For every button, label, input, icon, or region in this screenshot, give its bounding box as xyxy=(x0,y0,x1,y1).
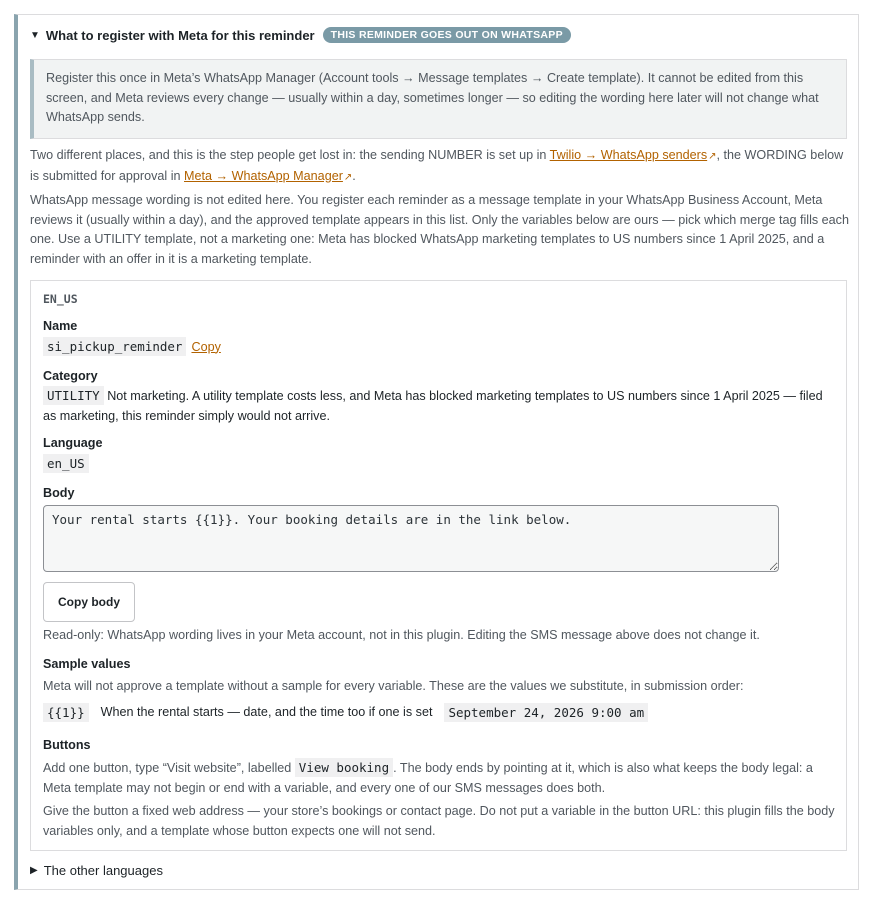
external-link-icon: ↗ xyxy=(343,171,353,183)
sample-description: When the rental starts — date, and the time too if one is set xyxy=(100,705,433,719)
caret-right-icon: ▶ xyxy=(30,865,38,876)
language-value: en_US xyxy=(43,454,89,473)
locale-tag: EN_US xyxy=(43,292,78,306)
samples-label: Sample values xyxy=(43,657,131,671)
category-label: Category xyxy=(43,369,98,383)
whatsapp-badge: THIS REMINDER GOES OUT ON WHATSAPP xyxy=(323,27,571,43)
buttons-instruction: Add one button, type “Visit website”, labelled View booking . The body ends by pointing at it, which is also what keeps the body legal: a Meta template may not begin or end with a variable, and every one of our SMS messages does both. xyxy=(43,760,813,795)
body-textarea[interactable] xyxy=(43,505,779,572)
body-label: Body xyxy=(43,486,75,500)
buttons-url-note: Give the button a fixed web address — your store’s bookings or contact page. Do not put a variable in the button URL: this plugin fills the body variables only, and a template whose button expects one will not send. xyxy=(43,804,835,838)
language-label: Language xyxy=(43,436,103,450)
sample-value: September 24, 2026 9:00 am xyxy=(444,703,648,722)
readonly-note: Read-only: WhatsApp wording lives in your Meta account, not in this plugin. Editing the SMS message above does not change it. xyxy=(43,628,760,642)
template-card xyxy=(30,280,847,851)
section-title: What to register with Meta for this reminder xyxy=(45,27,315,43)
caret-down-icon: ▼ xyxy=(30,29,40,41)
explain-paragraph: WhatsApp message wording is not edited here. You register each reminder as a message template in your WhatsApp Business Account, Meta reviews it (usually within a day), and the approved template appears in this list. Only the variables below are ours — pick which merge tag fills each one. Use a UTILITY template, not a marketing one: Meta has blocked WhatsApp marketing templates to US numbers since 1 April 2025, and a reminder with an offer in it is a marketing template. xyxy=(30,193,849,266)
buttons-label: Buttons xyxy=(43,738,91,752)
name-label: Name xyxy=(43,319,78,333)
whatsapp-template-panel xyxy=(14,14,859,890)
sample-variable: {{1}} xyxy=(43,703,89,722)
section-toggle[interactable] xyxy=(30,27,571,43)
external-link-icon: ↗ xyxy=(708,151,717,162)
other-languages-toggle[interactable] xyxy=(30,863,163,878)
button-label-code: View booking xyxy=(295,758,393,777)
sample-row xyxy=(43,703,648,723)
copy-body-button[interactable]: Copy body xyxy=(43,582,135,622)
intro-paragraph: Two different places, and this is the step people get lost in: the sending NUMBER is set up in Twilio → WhatsApp senders↗, the WORDING below is submitted for approval in Meta → WhatsApp Manager↗. xyxy=(30,148,844,183)
meta-manager-link[interactable]: Meta → WhatsApp Manager xyxy=(184,168,343,183)
category-value: UTILITY xyxy=(43,386,104,405)
samples-note: Meta will not approve a template without a sample for every variable. These are the values we substitute, in submission order: xyxy=(43,679,744,693)
copy-name-link[interactable]: Copy xyxy=(191,339,221,354)
other-languages-label: The other languages xyxy=(43,863,163,878)
registration-notice: Register this once in Meta’s WhatsApp Manager (Account tools → Message templates → Create template). It cannot be edited from this screen, and Meta reviews every change — usually within a day, sometimes longer — so editing the wording here later will not change what WhatsApp sends. xyxy=(30,59,847,139)
template-name: si_pickup_reminder xyxy=(43,337,186,356)
twilio-senders-link[interactable]: Twilio → WhatsApp senders xyxy=(549,148,708,162)
category-note: Not marketing. A utility template costs less, and Meta has blocked marketing templates to US numbers since 1 April 2025 — filed as marketing, this reminder simply would not arrive. xyxy=(43,389,823,423)
